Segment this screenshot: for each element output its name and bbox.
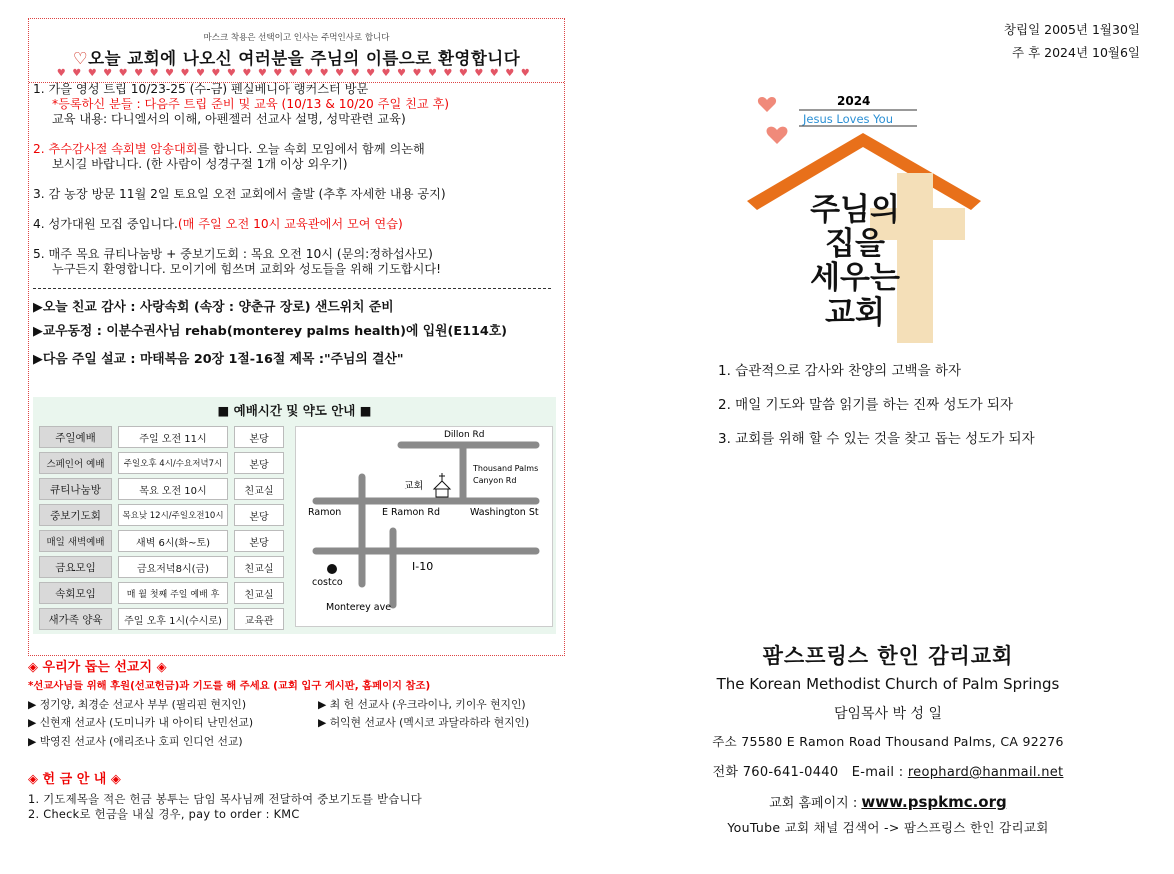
logo-line: 주님의 (810, 192, 900, 228)
pastor-name: 담임목사 박 성 일 (833, 706, 943, 722)
email-link[interactable]: reophard@hanmail.net (907, 765, 1064, 780)
news-text: 2. 추수감사절 속회별 암송대회 (33, 142, 198, 156)
map-label: Thousand Palms (473, 464, 539, 473)
welcome-banner (29, 45, 564, 69)
missionary-item: ▶ 신현재 선교사 (도미니카 내 아이티 난민선교) (28, 716, 254, 729)
church-icon (434, 473, 450, 497)
service-time: 금요저녁8시(금) (118, 556, 228, 578)
costco-marker-icon (327, 564, 337, 574)
missionary-item: ▶ 허익현 선교사 (멕시코 과달라하라 현지인) (318, 716, 530, 729)
news-item-2 (33, 142, 425, 172)
homepage-label: 교회 홈페이지 : (769, 796, 858, 811)
service-time: 매 월 첫째 주일 예배 후 (118, 582, 228, 604)
map-label: Ramon (308, 507, 342, 518)
service-place: 친교실 (234, 478, 284, 500)
missionary-item: ▶ 박영진 선교사 (애리조나 호피 인디언 선교) (28, 735, 243, 748)
offering-item: 2. Check로 헌금을 내실 경우, pay to order : KMC (28, 808, 300, 821)
heart-icon (758, 97, 776, 112)
missionary-item: ▶ 최 헌 선교사 (우크라이나, 키이우 현지인) (318, 698, 526, 711)
announcements-box (28, 18, 565, 656)
church-goal: 1. 습관적으로 감사와 찬양의 고백을 하자 (718, 363, 961, 379)
news-item-1 (33, 82, 449, 127)
logo-line: 세우는 (810, 260, 900, 296)
map-label: 교회 (404, 481, 424, 492)
map-label: Washington St (470, 507, 539, 518)
homepage-line (600, 792, 1174, 811)
church-goal: 2. 매일 기도와 말씀 읽기를 하는 진짜 성도가 되자 (718, 397, 1013, 413)
location-map (295, 426, 553, 627)
welcome-text: 오늘 교회에 나오신 여러분을 주님의 이름으로 환영합니다 (88, 49, 521, 68)
news-item-5 (33, 247, 441, 277)
logo-tagline: Jesus Loves You (803, 112, 893, 126)
service-place: 친교실 (234, 582, 284, 604)
offering-title: ◈ 헌 금 안 내 ◈ (28, 772, 121, 787)
schedule-title: ■ 예배시간 및 약도 안내 ■ (217, 403, 372, 418)
logo-year: 2024 (837, 94, 871, 108)
service-name: 중보기도회 (39, 504, 112, 526)
news-item-4 (33, 217, 403, 232)
map-label: I-10 (412, 560, 434, 573)
missions-note: *선교사님들 위해 후원(선교헌금)과 기도를 해 주세요 (교회 입구 게시판, 홈페이지 참조) (28, 680, 431, 692)
service-time: 목요낮 12시/주일오전10시 (118, 504, 228, 526)
news-text: 1. 가을 영성 트립 10/23-25 (수-금) 펜실베니아 랭커스터 방문 (33, 82, 369, 96)
church-logo (745, 88, 985, 348)
fellowship-note: ▶오늘 친교 감사 : 사랑속회 (속장 : 양춘규 장로) 샌드위치 준비 (33, 300, 394, 315)
service-name: 속회모임 (39, 582, 112, 604)
service-name: 매일 새벽예배 (39, 530, 112, 552)
service-place: 본당 (234, 504, 284, 526)
service-name: 금요모임 (39, 556, 112, 578)
church-name-korean: 팜스프링스 한인 감리교회 (762, 644, 1014, 668)
map-label: Dillon Rd (444, 430, 485, 440)
map-label: Canyon Rd (473, 476, 517, 485)
map-label: Monterey ave (326, 602, 392, 613)
phone: 전화 760-641-0440 (712, 765, 839, 780)
contact-line (600, 761, 1174, 780)
news-text: 3. 감 농장 방문 11월 2일 토요일 오전 교회에서 출발 (추후 자세한 내용 공지) (33, 187, 446, 201)
service-time: 목요 오전 10시 (118, 478, 228, 500)
news-text: 를 합니다. 오늘 속회 모임에서 함께 의논해 (197, 142, 425, 156)
service-place: 본당 (234, 452, 284, 474)
divider (33, 288, 551, 289)
youtube-search: YouTube 교회 채널 검색어 -> 팜스프링스 한인 감리교회 (727, 820, 1049, 835)
church-address: 주소 75580 E Ramon Road Thousand Palms, CA 92276 (712, 734, 1064, 749)
logo-line: 집을 (825, 226, 885, 262)
logo-line: 교회 (825, 295, 885, 331)
mask-notice: 마스크 착용은 선택이고 인사는 주먹인사로 합니다 (203, 33, 390, 43)
service-time: 새벽 6시(화~토) (118, 530, 228, 552)
schedule-panel (33, 397, 556, 634)
service-time: 주일 오전 11시 (118, 426, 228, 448)
logo-slogan (810, 192, 900, 331)
heart-icon (767, 127, 788, 144)
news-text: 교육 내용: 다니엘서의 이해, 아펜젤러 선교사 설명, 성막관련 교육) (52, 112, 406, 126)
hearts-divider: ♥♥♥♥♥♥♥♥♥♥♥♥♥♥♥♥♥♥♥♥♥♥♥♥♥♥♥♥♥♥♥ (56, 68, 537, 79)
service-place: 교육관 (234, 608, 284, 630)
map-label: costco (312, 577, 343, 588)
service-name: 새가족 양육 (39, 608, 112, 630)
service-time: 주일오후 4시/수요저녁7시 (118, 452, 228, 474)
service-name: 주일예배 (39, 426, 112, 448)
news-text: 4. 성가대원 모집 중입니다. (33, 217, 178, 231)
week-date: 주 후 2024년 10월6일 (1012, 45, 1140, 60)
email-label: E-mail : (851, 765, 904, 780)
homepage-link[interactable]: www.pspkmc.org (861, 793, 1007, 811)
service-name: 스페인어 예배 (39, 452, 112, 474)
news-text: 5. 매주 목요 큐티나눔방 + 중보기도회 : 목요 오전 10시 (문의:정하섭사모) (33, 247, 433, 261)
church-name-english: The Korean Methodist Church of Palm Springs (716, 675, 1060, 693)
next-sermon: ▶다음 주일 설교 : 마태복음 20장 1절-16절 제목 :"주님의 결산" (33, 352, 404, 367)
map-drawing (296, 427, 552, 626)
service-place: 본당 (234, 426, 284, 448)
member-news: ▶교우동정 : 이분수권사님 rehab(monterey palms health)에 입원(E114호) (33, 324, 508, 339)
news-text: 보시길 바랍니다. (한 사람이 성경구절 1개 이상 외우기) (52, 157, 348, 171)
missions-title: ◈ 우리가 돕는 선교지 ◈ (28, 660, 167, 675)
service-place: 친교실 (234, 556, 284, 578)
founded-date: 창립일 2005년 1월30일 (1003, 22, 1140, 37)
service-place: 본당 (234, 530, 284, 552)
missionary-item: ▶ 정기양, 최경순 선교사 부부 (필리핀 현지인) (28, 698, 247, 711)
map-label: E Ramon Rd (382, 507, 440, 518)
offering-item: 1. 기도제목을 적은 헌금 봉투는 담임 목사님께 전달하여 중보기도를 받습니다 (28, 793, 422, 806)
news-text: *등록하신 분들 : 다음주 트립 준비 및 교육 (10/13 & 10/20 주일 친교 후) (52, 97, 450, 111)
news-text: 누구든지 환영합니다. 모이기에 힘쓰며 교회와 성도들을 위해 기도합시다! (52, 262, 442, 276)
service-time: 주일 오후 1시(수시로) (118, 608, 228, 630)
news-item-3 (33, 187, 446, 202)
heart-icon: ♡ (72, 49, 89, 68)
service-name: 큐티나눔방 (39, 478, 112, 500)
church-goal: 3. 교회를 위해 할 수 있는 것을 찾고 돕는 성도가 되자 (718, 431, 1035, 447)
news-text: (매 주일 오전 10시 교육관에서 모여 연습) (177, 217, 403, 231)
